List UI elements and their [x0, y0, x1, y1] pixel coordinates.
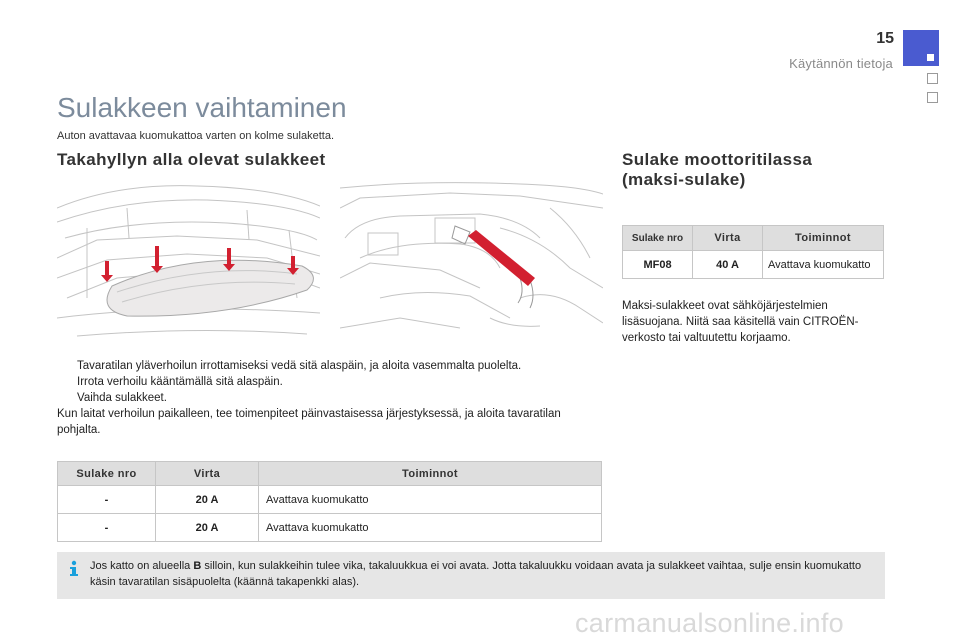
table-row: - 20 A Avattava kuomukatto — [58, 514, 602, 542]
table-header: Virta — [156, 462, 259, 486]
table-header: Sulake nro — [58, 462, 156, 486]
instruction-step: Vaihda sulakkeet. — [57, 390, 607, 406]
bullet-icon — [57, 390, 77, 406]
tab-marker-icon — [927, 54, 934, 61]
watermark: carmanualsonline.info — [575, 608, 844, 638]
instruction-step: Irrota verhoilu kääntämällä sitä alaspäin. — [57, 374, 607, 390]
table-row: MF08 40 A Avattava kuomukatto — [623, 251, 884, 279]
engine-compartment-illustration — [340, 178, 603, 343]
chapter-tab[interactable] — [927, 73, 938, 84]
maxi-fuse-table — [622, 225, 884, 279]
info-box — [57, 552, 885, 599]
rear-fuse-table — [57, 461, 602, 542]
bullet-icon — [57, 374, 77, 390]
parcel-shelf-drawing — [57, 178, 320, 343]
bullet-icon — [57, 358, 77, 374]
instruction-step: Tavaratilan yläverhoilun irrottamiseksi vedä sitä alaspäin, ja aloita vasemmalta puolelta. — [57, 358, 607, 374]
right-heading-line2: (maksi-sulake) — [622, 170, 746, 189]
instructions — [57, 358, 607, 438]
table-row: - 20 A Avattava kuomukatto — [58, 486, 602, 514]
page-title: Sulakkeen vaihtaminen — [57, 92, 347, 123]
chapter-label: Käytännön tietoja — [789, 56, 893, 71]
info-icon — [66, 560, 82, 578]
intro-text: Auton avattavaa kuomukattoa varten on kolme sulaketta. — [57, 130, 334, 142]
right-heading — [622, 150, 812, 190]
table-header: Sulake nro — [623, 226, 693, 251]
chapter-tab[interactable] — [927, 92, 938, 103]
maxi-fuse-text: Maksi-sulakkeet ovat sähköjärjestelmien lisäsuojana. Niitä saa käsitellä vain CITROËN-verkosto tai valtuutettu korjaamo. — [622, 300, 859, 344]
info-text: Jos katto on alueella B silloin, kun sulakkeihin tulee vika, takaluukkua ei voi avata. Jotta takaluukku voidaan avata ja sulakkeet vaihtaa, sulje ensin kuomukatto käsin tavaratilan sisäpuolelta (käännä takapenkki alas). — [90, 560, 862, 588]
left-heading: Takahyllyn alla olevat sulakkeet — [57, 150, 326, 169]
right-heading-line1: Sulake moottoritilassa — [622, 150, 813, 169]
reassembly-note: Kun laitat verhoilun paikalleen, tee toimenpiteet päinvastaisessa järjestyksessä, ja aloita tavaratilan pohjalta. — [57, 408, 561, 436]
page-number: 15 — [876, 30, 894, 47]
parcel-shelf-illustration — [57, 178, 320, 343]
table-header: Toiminnot — [259, 462, 602, 486]
red-arrow-icon — [468, 230, 535, 286]
red-arrow-icon — [101, 261, 113, 282]
table-header: Virta — [693, 226, 763, 251]
table-header: Toiminnot — [763, 226, 884, 251]
engine-bay-drawing — [340, 178, 603, 343]
chapter-tab-active[interactable] — [903, 30, 939, 66]
